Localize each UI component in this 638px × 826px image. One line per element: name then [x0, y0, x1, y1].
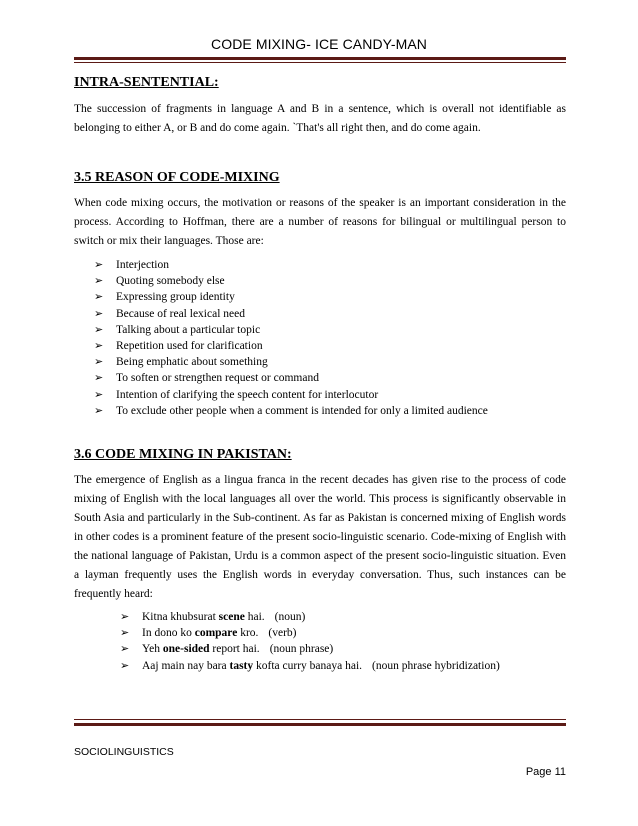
list-item: ➢ Aaj main nay bara tasty kofta curry banaya hai. (noun phrase hybridization): [120, 658, 566, 674]
arrowhead-bullet-icon: ➢: [94, 258, 104, 271]
pakistan-paragraph: The emergence of English as a lingua franca in the recent decades has given rise to the process of code mixing of English with the local languages all over the world. This process is significantly observable in South Asia and particularly in the Sub-continent. As far as Pakistan is concerned mixing of English words in other codes is a prominent feature of the present socio-linguistic scenario. Code-mixing of English with the national language of Pakistan, Urdu is a common aspect of the present socio-linguistic situation. Even a layman frequently uses the English words in everyday conversation. Thus, such instances can be frequently heard:: [74, 474, 566, 601]
arrowhead-bullet-icon: ➢: [94, 322, 104, 336]
arrowhead-bullet-icon: ➢: [120, 610, 130, 624]
list-item: ➢ Kitna khubsurat scene hai. (noun): [120, 609, 566, 625]
arrowhead-bullet-icon: ➢: [120, 658, 130, 672]
list-item: ➢ Quoting somebody else: [94, 273, 566, 289]
running-header: CODE MIXING- ICE CANDY-MAN: [211, 36, 427, 52]
section-heading-pakistan: 3.6 CODE MIXING IN PAKISTAN:: [74, 447, 292, 463]
list-item: ➢ In dono ko compare kro. (verb): [120, 625, 566, 641]
arrowhead-bullet-icon: ➢: [120, 626, 130, 640]
list-item: ➢ Expressing group identity: [94, 289, 566, 305]
header-rule-thin: [74, 62, 566, 63]
arrowhead-bullet-icon: ➢: [120, 642, 130, 656]
arrowhead-bullet-icon: ➢: [94, 290, 104, 304]
list-item: ➢ Intention of clarifying the speech content for interlocutor: [94, 387, 566, 403]
main-content: [74, 75, 566, 674]
reasons-list: [74, 257, 566, 419]
arrowhead-bullet-icon: ➢: [94, 306, 104, 320]
reason-paragraph: When code mixing occurs, the motivation or reasons of the speaker is an important consideration in the process. According to Hoffman, there are a number of reasons for bilingual or multilingual person to switch or mix their languages. Those are:: [74, 197, 566, 247]
examples-list: [74, 609, 566, 674]
list-item: ➢ Yeh one-sided report hai. (noun phrase): [120, 641, 566, 657]
arrowhead-bullet-icon: ➢: [94, 355, 104, 369]
arrowhead-bullet-icon: ➢: [94, 371, 104, 385]
arrowhead-bullet-icon: ➢: [94, 403, 104, 417]
footer-rule-thin: [74, 719, 566, 720]
list-item: ➢ Being emphatic about something: [94, 354, 566, 370]
footer-course-name: SOCIOLINGUISTICS: [74, 746, 174, 758]
list-item: ➢ Talking about a particular topic: [94, 322, 566, 338]
arrowhead-bullet-icon: ➢: [94, 274, 104, 288]
header-rule-thick: [74, 57, 566, 60]
list-item: ➢ Because of real lexical need: [94, 306, 566, 322]
arrowhead-bullet-icon: ➢: [94, 339, 104, 353]
footer-rule-thick: [74, 723, 566, 726]
arrowhead-bullet-icon: ➢: [94, 387, 104, 401]
list-item: ➢ To soften or strengthen request or command: [94, 370, 566, 386]
list-item: ➢ Repetition used for clarification: [94, 338, 566, 354]
section-heading-intra-sentential: INTRA-SENTENTIAL:: [74, 75, 219, 90]
list-item: ➢ To exclude other people when a comment is intended for only a limited audience: [94, 403, 566, 419]
page-number: Page 11: [525, 766, 566, 778]
section-heading-reason: 3.5 REASON OF CODE-MIXING: [74, 170, 280, 185]
intra-sentential-paragraph: The succession of fragments in language A and B in a sentence, which is overall not identifiable as belonging to either A, or B and do come again. `That's all right then, and do come again.: [74, 103, 566, 134]
list-item: ➢ Interjection: [94, 257, 566, 273]
